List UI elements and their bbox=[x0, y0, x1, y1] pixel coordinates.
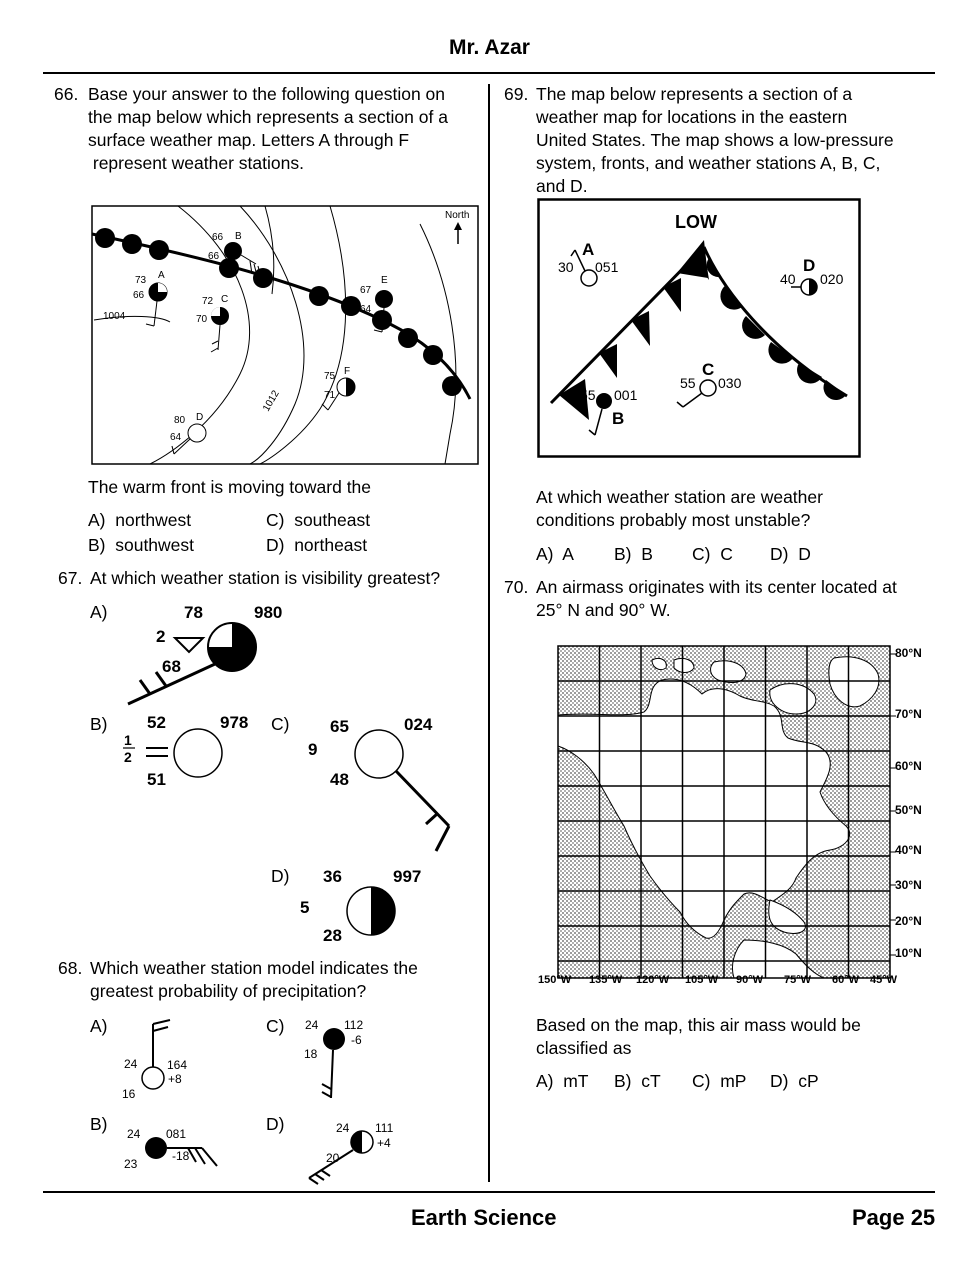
svg-text:+4: +4 bbox=[377, 1136, 391, 1150]
q67-option-a[interactable]: A) bbox=[90, 602, 108, 622]
svg-text:-6: -6 bbox=[351, 1033, 362, 1047]
svg-text:66: 66 bbox=[208, 251, 220, 262]
column-divider bbox=[488, 84, 490, 1182]
svg-text:65: 65 bbox=[330, 717, 349, 736]
lon-label: 150°W bbox=[538, 974, 572, 986]
svg-text:23: 23 bbox=[124, 1157, 138, 1171]
q68-option-c[interactable]: C) bbox=[266, 1016, 285, 1036]
svg-text:F: F bbox=[344, 366, 351, 377]
q70-number: 70. bbox=[504, 577, 529, 597]
lat-label: 50°N bbox=[895, 803, 922, 817]
footer-subject: Earth Science bbox=[411, 1205, 557, 1230]
q68-option-d[interactable]: D) bbox=[266, 1114, 285, 1134]
q68-number: 68. bbox=[58, 958, 83, 978]
svg-text:48: 48 bbox=[330, 770, 349, 789]
svg-text:051: 051 bbox=[595, 259, 619, 275]
q66-line: the map below which represents a section of a bbox=[88, 107, 448, 127]
svg-text:51: 51 bbox=[147, 770, 166, 789]
lat-label: 20°N bbox=[895, 914, 922, 928]
svg-text:16: 16 bbox=[122, 1087, 136, 1101]
lat-label: 10°N bbox=[895, 946, 922, 960]
q70-text bbox=[536, 576, 897, 622]
svg-text:55: 55 bbox=[580, 387, 596, 403]
svg-text:164: 164 bbox=[167, 1058, 188, 1072]
q69-option-b[interactable]: B) B bbox=[614, 544, 653, 564]
svg-text:2: 2 bbox=[156, 627, 166, 646]
svg-text:-18: -18 bbox=[172, 1149, 190, 1163]
q67-option-d[interactable]: D) bbox=[271, 866, 290, 886]
q66-line: Base your answer to the following question on bbox=[88, 84, 446, 104]
svg-text:020: 020 bbox=[820, 271, 844, 287]
svg-text:75: 75 bbox=[324, 371, 336, 382]
q67-station-model-b bbox=[120, 708, 265, 798]
header-divider bbox=[43, 72, 935, 74]
svg-text:66: 66 bbox=[133, 290, 145, 301]
lat-label: 70°N bbox=[895, 707, 922, 721]
q68-station-model-a bbox=[118, 1016, 208, 1102]
svg-text:024: 024 bbox=[404, 715, 433, 734]
q69-option-c[interactable]: C) C bbox=[692, 544, 733, 564]
svg-text:64: 64 bbox=[170, 432, 182, 443]
svg-text:112: 112 bbox=[344, 1018, 364, 1032]
svg-text:67: 67 bbox=[360, 285, 372, 296]
svg-text:C: C bbox=[221, 294, 229, 305]
svg-text:72: 72 bbox=[202, 296, 214, 307]
svg-text:71: 71 bbox=[324, 390, 336, 401]
q68-station-model-d bbox=[300, 1118, 405, 1186]
svg-text:001: 001 bbox=[614, 387, 638, 403]
q66-option-c[interactable]: C) southeast bbox=[266, 510, 371, 530]
q68-station-model-b bbox=[120, 1120, 225, 1172]
svg-text:24: 24 bbox=[336, 1121, 350, 1135]
q69-line: The map below represents a section of a bbox=[536, 84, 853, 104]
svg-text:55: 55 bbox=[680, 375, 696, 391]
footer-page-number: Page 25 bbox=[852, 1205, 936, 1230]
q66-option-b[interactable]: B) southwest bbox=[88, 535, 195, 555]
svg-text:68: 68 bbox=[162, 657, 181, 676]
q70-prompt-line: classified as bbox=[536, 1038, 632, 1058]
q70-option-b[interactable]: B) cT bbox=[614, 1071, 661, 1091]
q70-prompt-line: Based on the map, this air mass would be bbox=[536, 1015, 861, 1035]
lat-label: 60°N bbox=[895, 759, 922, 773]
q70-prompt bbox=[536, 1014, 861, 1060]
svg-text:52: 52 bbox=[147, 713, 166, 732]
svg-text:36: 36 bbox=[323, 867, 342, 886]
svg-text:081: 081 bbox=[166, 1127, 187, 1141]
svg-text:18: 18 bbox=[304, 1047, 318, 1061]
q69-prompt-line: At which weather station are weather bbox=[536, 487, 823, 507]
lon-label: 120°W bbox=[636, 974, 670, 986]
q67-station-model-a bbox=[120, 596, 300, 711]
q69-option-a[interactable]: A) A bbox=[536, 544, 574, 564]
svg-text:B: B bbox=[235, 231, 242, 242]
svg-text:40: 40 bbox=[780, 271, 796, 287]
lon-label: 90°W bbox=[736, 974, 764, 986]
q68-line: Which weather station model indicates the bbox=[90, 958, 418, 978]
svg-text:+8: +8 bbox=[168, 1072, 182, 1086]
q69-line: system, fronts, and weather stations A, B, C, bbox=[536, 153, 881, 173]
svg-text:24: 24 bbox=[305, 1018, 319, 1032]
page-title: Mr. Azar bbox=[449, 36, 530, 59]
footer-divider bbox=[43, 1191, 935, 1193]
svg-text:030: 030 bbox=[718, 375, 742, 391]
q69-line: United States. The map shows a low-pressure bbox=[536, 130, 894, 150]
q70-option-c[interactable]: C) mP bbox=[692, 1071, 747, 1091]
low-label: LOW bbox=[675, 212, 717, 232]
q68-station-model-c bbox=[300, 1014, 380, 1106]
q67-option-c[interactable]: C) bbox=[271, 714, 290, 734]
q68-option-b[interactable]: B) bbox=[90, 1114, 108, 1134]
svg-text:64: 64 bbox=[360, 304, 372, 315]
q67-station-model-d bbox=[296, 862, 446, 944]
svg-text:D: D bbox=[196, 412, 204, 423]
q69-text bbox=[536, 83, 894, 198]
q66-text bbox=[88, 83, 448, 175]
q66-number: 66. bbox=[54, 84, 79, 104]
svg-text:24: 24 bbox=[127, 1127, 141, 1141]
lon-label: 135°W bbox=[589, 974, 623, 986]
svg-text:73: 73 bbox=[135, 275, 147, 286]
svg-text:80: 80 bbox=[174, 415, 186, 426]
q66-line: surface weather map. Letters A through F bbox=[88, 130, 410, 150]
q69-option-d[interactable]: D) D bbox=[770, 544, 811, 564]
q70-north-america-grid-map bbox=[534, 640, 932, 992]
north-label: North bbox=[445, 210, 470, 221]
q67-number: 67. bbox=[58, 568, 83, 588]
q69-number: 69. bbox=[504, 84, 529, 104]
svg-text:1: 1 bbox=[124, 732, 132, 748]
isobar-label: 1004 bbox=[103, 311, 126, 322]
svg-text:5: 5 bbox=[300, 898, 310, 917]
svg-text:78: 78 bbox=[184, 603, 203, 622]
q69-line: weather map for locations in the eastern bbox=[536, 107, 848, 127]
isobar-label: 1012 bbox=[261, 388, 282, 414]
q69-prompt bbox=[536, 486, 823, 532]
svg-text:24: 24 bbox=[124, 1057, 138, 1071]
q67-station-model-c bbox=[300, 708, 460, 858]
lat-label: 40°N bbox=[895, 843, 922, 857]
q68-text bbox=[90, 957, 418, 1003]
svg-text:111: 111 bbox=[375, 1121, 394, 1135]
lon-label: 105°W bbox=[685, 974, 719, 986]
lat-label: 80°N bbox=[895, 646, 922, 660]
svg-text:997: 997 bbox=[393, 867, 422, 886]
svg-text:E: E bbox=[381, 275, 388, 286]
svg-text:C: C bbox=[702, 360, 715, 379]
q68-option-a[interactable]: A) bbox=[90, 1016, 108, 1036]
svg-text:66: 66 bbox=[212, 232, 224, 243]
q66-prompt: The warm front is moving toward the bbox=[88, 477, 372, 497]
svg-text:B: B bbox=[612, 409, 625, 428]
lon-label: 75°W bbox=[784, 974, 812, 986]
q68-line: greatest probability of precipitation? bbox=[90, 981, 367, 1001]
svg-text:978: 978 bbox=[220, 713, 249, 732]
q70-option-a[interactable]: A) mT bbox=[536, 1071, 589, 1091]
q66-line: represent weather stations. bbox=[88, 153, 304, 173]
q66-option-a[interactable]: A) northwest bbox=[88, 510, 192, 530]
svg-text:9: 9 bbox=[308, 740, 318, 759]
q69-prompt-line: conditions probably most unstable? bbox=[536, 510, 811, 530]
svg-text:20: 20 bbox=[326, 1151, 340, 1165]
svg-text:70: 70 bbox=[196, 314, 208, 325]
q70-option-d[interactable]: D) cP bbox=[770, 1071, 819, 1091]
q66-option-d[interactable]: D) northeast bbox=[266, 535, 368, 555]
svg-text:A: A bbox=[158, 270, 165, 281]
lat-label: 30°N bbox=[895, 878, 922, 892]
lon-label: 45°W bbox=[870, 974, 898, 986]
q69-low-pressure-map bbox=[537, 198, 861, 458]
svg-text:30: 30 bbox=[558, 259, 574, 275]
q70-line: An airmass originates with its center located at bbox=[536, 577, 897, 597]
q66-weather-map bbox=[90, 204, 480, 466]
q67-option-b[interactable]: B) bbox=[90, 714, 108, 734]
svg-text:2: 2 bbox=[124, 749, 132, 765]
q70-line: 25° N and 90° W. bbox=[536, 600, 671, 620]
svg-text:28: 28 bbox=[323, 926, 342, 944]
svg-text:980: 980 bbox=[254, 603, 283, 622]
svg-text:D: D bbox=[803, 256, 816, 275]
lon-label: 60°W bbox=[832, 974, 860, 986]
svg-text:A: A bbox=[582, 240, 595, 259]
q67-text: At which weather station is visibility greatest? bbox=[90, 568, 441, 588]
q69-line: and D. bbox=[536, 176, 588, 196]
